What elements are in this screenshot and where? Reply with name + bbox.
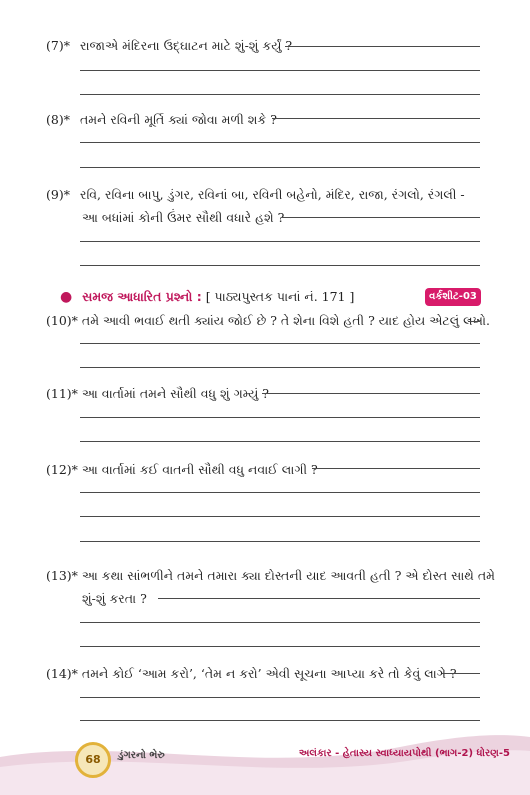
answer-line[interactable] [80,265,480,266]
question-text: આ વાર્તામાં કઈ વાતની સૌથી વધુ નવાઈ લાગી ? [81,462,318,477]
bullet-icon: ● [60,289,73,305]
answer-line[interactable] [468,321,480,322]
question-text: રવિ, રવિના બાપુ, ડુંગર, રવિનાં બા, રવિની બહેનો, મંદિર, રાજા, રંગલો, રંગલી - [79,187,465,202]
answer-line[interactable] [80,492,480,493]
question-8 [46,111,277,129]
textbook-reference: [ પાઠ્યપુસ્તક પાનાં નં. 171 ] [205,289,355,304]
answer-line[interactable] [80,94,480,95]
question-number: (7)* [46,38,70,53]
question-10 [46,312,490,330]
question-11 [46,385,269,403]
answer-line[interactable] [80,241,480,242]
answer-line[interactable] [80,720,480,721]
question-text: આ બધાંમાં કોની ઉંમર સૌથી વધારે હશે ? [82,210,285,225]
question-number: (11)* [46,386,78,401]
question-text: રાજાએ મંદિરના ઉદ્‌ઘાટન માટે શું-શું કર્યું ? [79,38,293,53]
answer-line[interactable] [80,697,480,698]
answer-line[interactable] [80,516,480,517]
question-7 [46,37,292,55]
question-text: શું-શું કરતા ? [82,591,147,606]
answer-line[interactable] [80,646,480,647]
section-label: સમજ આધારિત પ્રશ્નો : [82,289,202,304]
answer-line[interactable] [80,343,480,344]
question-9 [46,186,465,204]
question-text: આ વાર્તામાં તમને સૌથી વધુ શું ગમ્યું ? [81,386,269,401]
chapter-title: ડુંગરનો ભેરુ [118,750,165,761]
answer-line[interactable] [80,367,480,368]
question-12 [46,461,318,479]
worksheet-badge: વર્કશીટ-03 [425,288,481,306]
answer-line[interactable] [80,441,480,442]
answer-line[interactable] [312,468,480,469]
question-number: (12)* [46,462,78,477]
question-number: (14)* [46,666,78,681]
question-number: (10)* [46,313,78,328]
question-text: આ કથા સાંભળીને તમને તમારા ક્યા દોસ્તની યાદ આવતી હતી ? એ દોસ્ત સાથે તમે [81,568,495,583]
question-13-line2 [82,590,147,608]
answer-line[interactable] [282,217,480,218]
page-number: 68 [75,742,111,778]
question-number: (8)* [46,112,70,127]
question-number: (13)* [46,568,78,583]
book-title: અલંકાર - હેતાસ્ય સ્વાધ્યાયપોથી (ભાગ-2) ધોરણ-5 [298,748,510,759]
question-number: (9)* [46,187,70,202]
answer-line[interactable] [80,417,480,418]
question-13 [46,567,495,585]
answer-line[interactable] [262,393,480,394]
section-heading [60,289,354,305]
question-text: તમે આવી ભવાઈ થતી ક્યાંય જોઈ છે ? તે શેના વિશે હતી ? યાદ હોય એટલું લખો. [81,313,490,328]
answer-line[interactable] [158,598,480,599]
question-9-line2 [82,209,284,227]
answer-line[interactable] [80,142,480,143]
question-text: તમને કોઈ ‘આમ કરો’, ‘તેમ ન કરો’ એવી સૂચના આપ્યા કરે તો કેવું લાગે ? [81,666,457,681]
answer-line[interactable] [80,622,480,623]
answer-line[interactable] [285,46,480,47]
answer-line[interactable] [80,541,480,542]
answer-line[interactable] [80,167,480,168]
answer-line[interactable] [442,673,480,674]
answer-line[interactable] [272,118,480,119]
answer-line[interactable] [80,70,480,71]
question-14 [46,665,457,683]
question-text: તમને રવિની મૂર્તિ ક્યાં જોવા મળી શકે ? [79,112,277,127]
